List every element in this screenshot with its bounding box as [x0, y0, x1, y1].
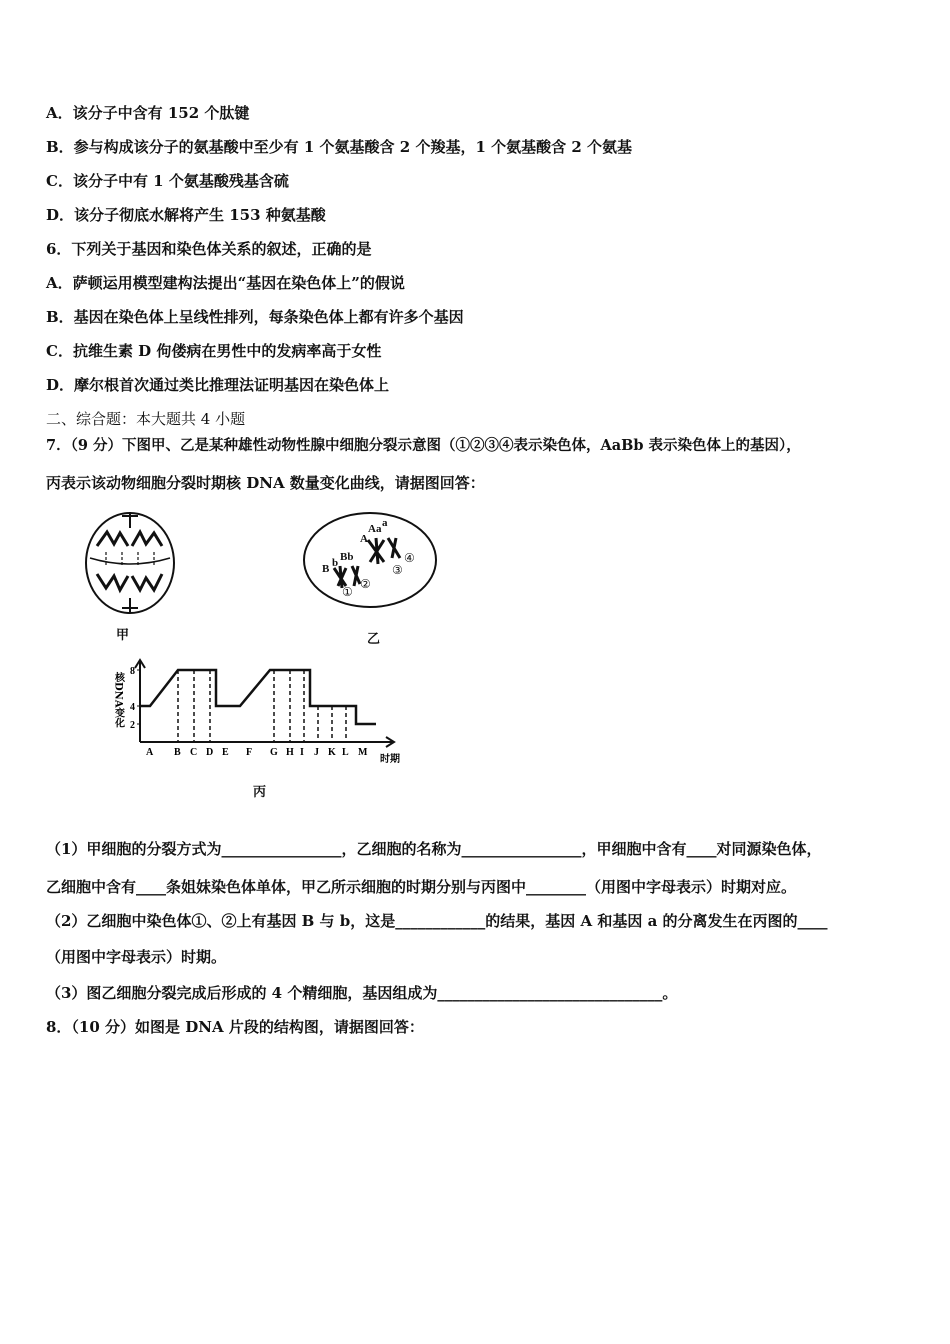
x-tick-label: G [270, 747, 278, 758]
q7-sub1-line2: 乙细胞中含有____条姐妹染色体单体，甲乙所示细胞的时期分别与丙图中________（用图中字母表示）时期对应。 [46, 878, 797, 896]
yi-label-A: A [360, 533, 368, 545]
q6-stem: 6．下列关于基因和染色体关系的叙述，正确的是 [46, 240, 372, 258]
y-tick-label: 4 [130, 702, 135, 713]
figure-yi-caption: 乙 [367, 632, 381, 647]
x-tick-label: L [342, 747, 349, 758]
y-tick-label: 2 [130, 720, 135, 731]
yi-label-a: a [382, 517, 388, 529]
figure-jia-caption: 甲 [116, 628, 130, 643]
q5-option-c: C．该分子中有 1 个氨基酸残基含硫 [46, 172, 289, 190]
figure-bing-caption: 丙 [253, 785, 267, 800]
yi-label-B: B [322, 563, 330, 575]
dna-series-line [140, 670, 376, 724]
q6-option-c: C．抗维生素 D 佝偻病在男性中的发病率高于女性 [46, 342, 382, 360]
q7-stem-line2: 丙表示该动物细胞分裂时期核 DNA 数量变化曲线，请据图回答： [46, 474, 485, 492]
x-tick-label: I [300, 747, 304, 758]
q7-sub2-line1: （2）乙细胞中染色体①、②上有基因 B 与 b，这是____________的结果，基因 A 和基因 a 的分离发生在丙图的____ [46, 912, 828, 930]
q7-sub1-line1: （1）甲细胞的分裂方式为________________，乙细胞的名称为________________，甲细胞中含有____对同源染色体， [46, 840, 822, 858]
x-tick-label: J [314, 747, 319, 758]
x-axis-label: 时期 [380, 754, 400, 765]
q8-stem: 8．（10 分）如图是 DNA 片段的结构图，请据图回答： [46, 1018, 424, 1036]
q7-sub3: （3）图乙细胞分裂完成后形成的 4 个精细胞，基因组成为______________________________。 [46, 984, 678, 1002]
q6-option-a: A．萨顿运用模型建构法提出“基因在染色体上”的假说 [46, 274, 405, 292]
x-tick-label: K [328, 747, 336, 758]
x-tick-label: M [358, 747, 368, 758]
yi-chromosome-2: ② [360, 577, 371, 591]
x-tick-label: A [146, 747, 154, 758]
x-tick-label: C [190, 747, 198, 758]
x-tick-label: D [206, 747, 214, 758]
yi-label-b: b [332, 557, 339, 569]
section-heading: 二、综合题：本大题共 4 小题 [46, 410, 246, 428]
q6-option-b: B．基因在染色体上呈线性排列，每条染色体上都有许多个基因 [46, 308, 464, 326]
y-axis-label: 核DNA变化 [112, 672, 124, 728]
x-tick-label: E [222, 747, 229, 758]
x-tick-label: F [246, 747, 253, 758]
yi-chromosome-3: ③ [392, 563, 403, 577]
q7-stem-line1: 7．（9 分）下图甲、乙是某种雄性动物性腺中细胞分裂示意图（①②③④表示染色体，AaBb 表示染色体上的基因）， [46, 437, 801, 454]
y-tick-label: 8 [130, 666, 135, 677]
yi-chromosome-1: ① [342, 585, 353, 599]
yi-label-Aa: Aa [368, 523, 382, 535]
q5-option-a: A．该分子中含有 152 个肽键 [46, 104, 250, 122]
figure-bing-chart [100, 658, 410, 770]
yi-label-Bb: Bb [340, 551, 354, 563]
q5-option-d: D．该分子彻底水解将产生 153 种氨基酸 [46, 206, 326, 224]
q6-option-d: D．摩尔根首次通过类比推理法证明基因在染色体上 [46, 376, 390, 394]
x-tick-label: H [286, 747, 294, 758]
yi-chromosome-4: ④ [404, 551, 415, 565]
q5-option-b: B．参与构成该分子的氨基酸中至少有 1 个氨基酸含 2 个羧基，1 个氨基酸含 2 个氨基 [46, 138, 632, 156]
figure-yi-cell [302, 510, 442, 610]
x-tick-label: B [174, 747, 181, 758]
q7-sub2-line2: （用图中字母表示）时期。 [46, 948, 227, 966]
figure-jia-cell [82, 508, 182, 618]
